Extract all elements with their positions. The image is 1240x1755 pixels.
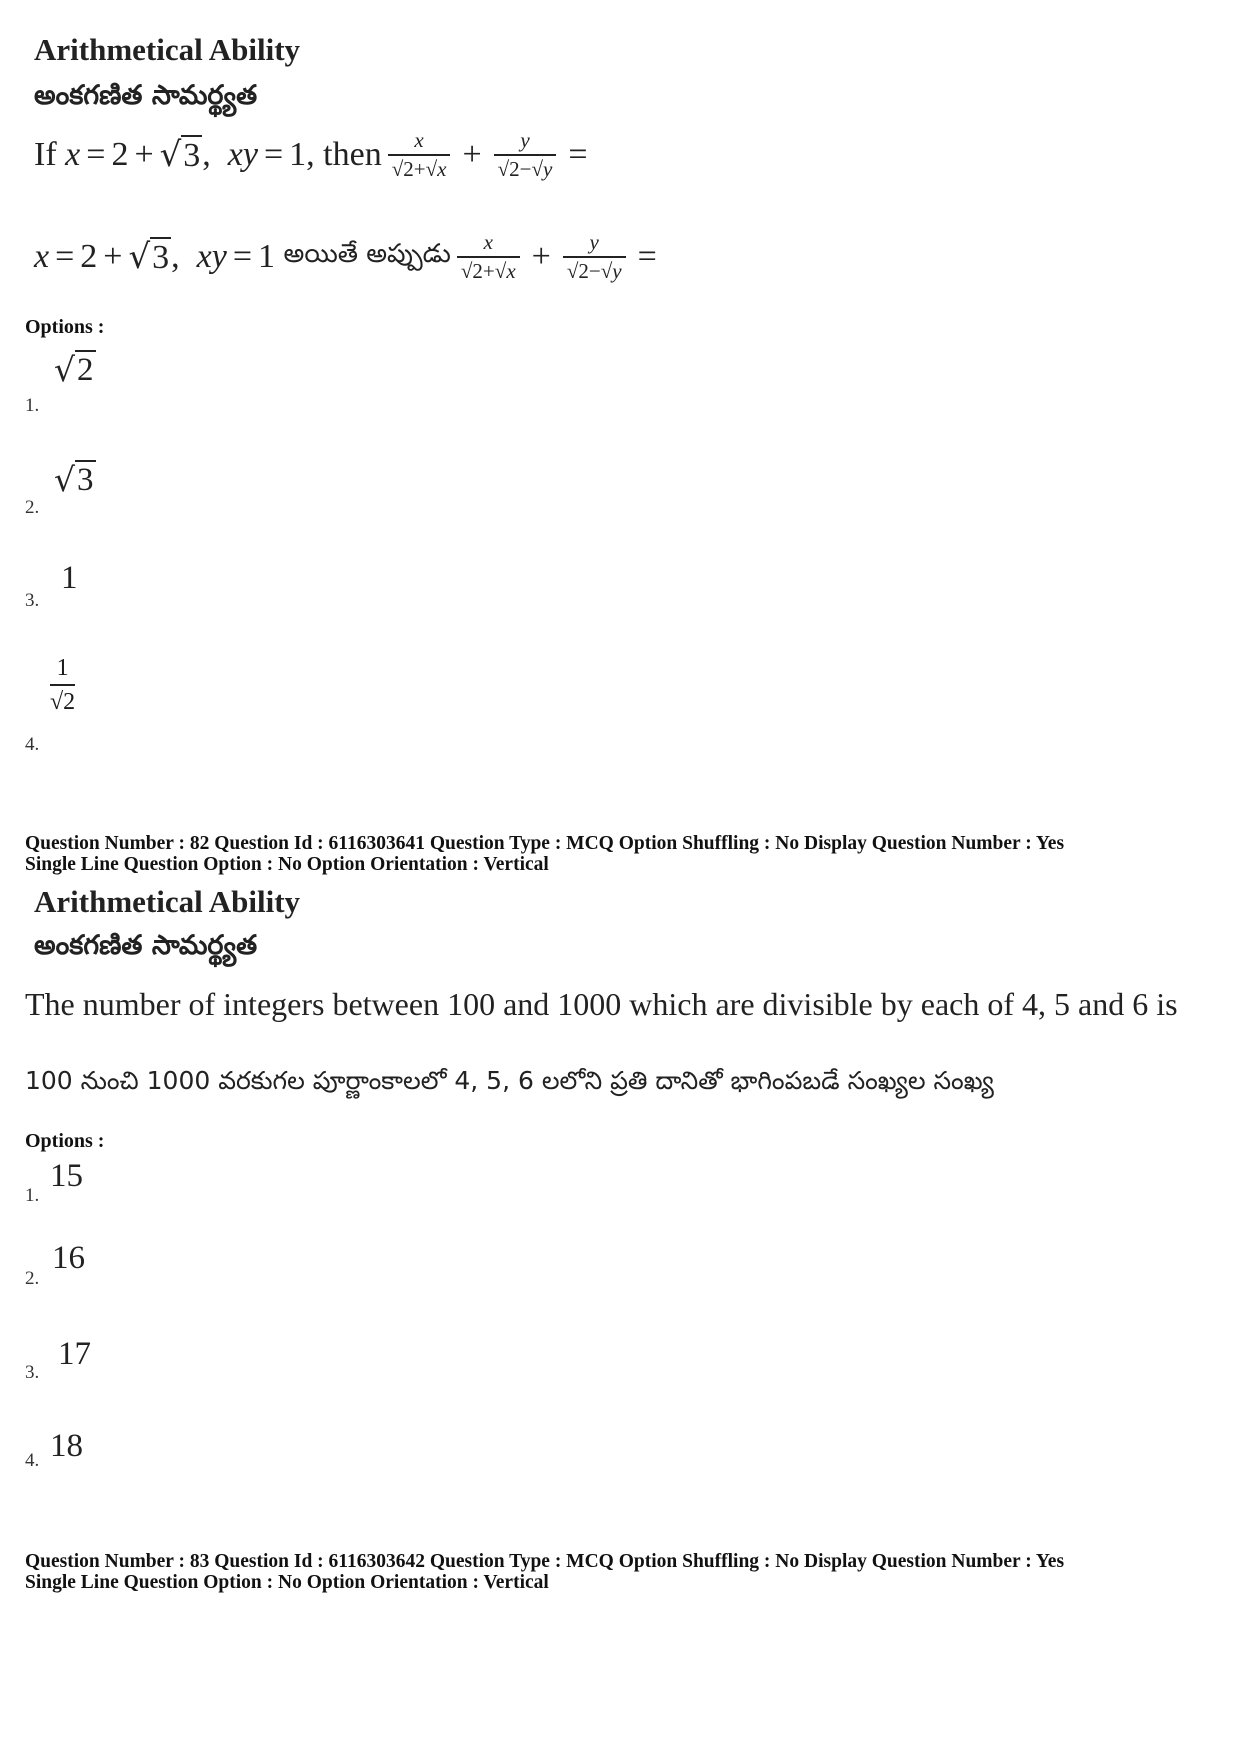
option-number: 1. [25, 395, 40, 416]
option-2-value[interactable]: 16 [52, 1240, 85, 1276]
option-number: 2. [25, 1268, 40, 1289]
question-meta [25, 1551, 1064, 1593]
question-telugu-suffix: అయితే అప్పుడు [283, 239, 451, 269]
section-title-telugu: అంకగణిత సామర్థ్యత [34, 930, 258, 961]
fraction-x: $\frac{x}{√2+√x}$ [388, 130, 451, 180]
question-text-english: The number of integers between 100 and 1000 which are divisible by each of 4, 5 and 6 is [25, 986, 1178, 1022]
question-meta-line: Question Number : 82 Question Id : 6116303641 Question Type : MCQ Option Shuffling : No Display Question Number : Yes [25, 833, 1065, 854]
fraction-x-telugu: $\frac{x}{√2+√x}$ [457, 232, 520, 282]
options-label: Options : [25, 316, 105, 338]
question-meta-line: Single Line Question Option : No Option Orientation : Vertical [25, 854, 549, 875]
option-number: 4. [25, 734, 40, 755]
section-title: Arithmetical Ability [34, 32, 301, 67]
question-prefix: If [34, 136, 57, 173]
option-4-value[interactable]: $\frac{1}{√2}$ [50, 655, 76, 715]
question-text-telugu: 100 నుంచి 1000 వరకుగల పూర్ణాంకాలలో 4, 5, 6 లలోని ప్రతి దానితో భాగింపబడే సంఖ్యల సంఖ్య [25, 1066, 994, 1095]
option-2-value[interactable]: √ 3 [54, 460, 94, 499]
question-meta-line: Single Line Question Option : No Option Orientation : Vertical [25, 1572, 549, 1593]
question-meta-line: Question Number : 83 Question Id : 6116303642 Question Type : MCQ Option Shuffling : No Display Question Number : Yes [25, 1551, 1065, 1572]
option-number: 1. [25, 1185, 40, 1206]
option-number: 3. [25, 1362, 40, 1383]
fraction-y-telugu: $\frac{y}{√2-√y}$ [563, 232, 626, 282]
fraction-y: $\frac{y}{√2-√y}$ [494, 130, 557, 180]
question-text-english: If x = 2 + √ 3 , xy = 1, then $\frac{x}{√2+√x}$ + $\frac{y}{√2-√y}$ = [34, 128, 588, 181]
question-text-telugu: x = 2 + √ 3 , xy = 1 అయితే అప్పుడు $\frac{x}{√2+√x}$ + $\frac{y}{√2-√y}$ = [34, 230, 657, 283]
options-label: Options : [25, 1130, 105, 1152]
option-3-value[interactable]: 1 [61, 560, 78, 596]
option-1-value[interactable]: 15 [50, 1158, 83, 1194]
option-3-value[interactable]: 17 [58, 1336, 91, 1372]
section-title: Arithmetical Ability [34, 884, 301, 919]
option-4-value[interactable]: 18 [50, 1428, 83, 1464]
question-meta [25, 833, 1064, 875]
option-1-value[interactable]: √ 2 [54, 350, 94, 389]
option-number: 3. [25, 590, 40, 611]
option-number: 2. [25, 497, 40, 518]
option-number: 4. [25, 1450, 40, 1471]
section-title-telugu: అంకగణిత సామర్థ్యత [34, 80, 258, 111]
